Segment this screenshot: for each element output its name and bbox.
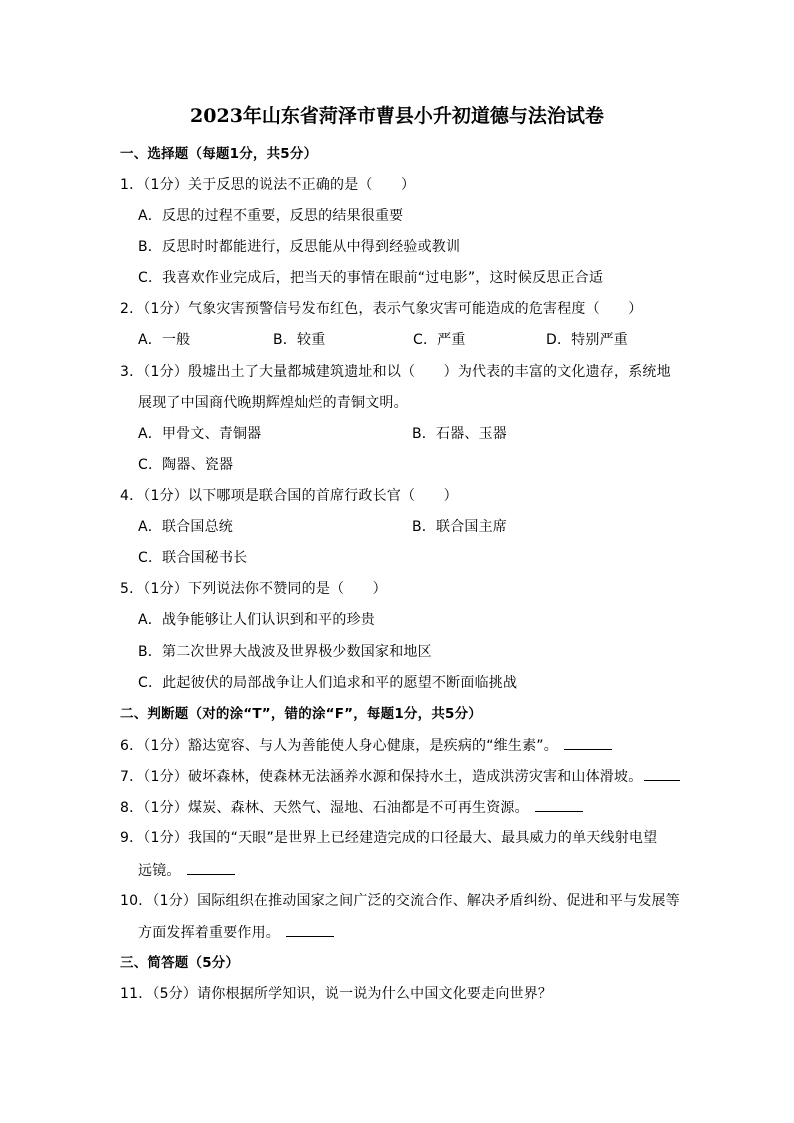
question-11: 11．（5分）请你根据所学知识，说一说为什么中国文化要走向世界？: [120, 986, 553, 1002]
section-heading-choice: 一、选择题（每题1分，共5分）: [120, 146, 318, 162]
question-2-option-c: C．严重: [413, 332, 466, 348]
question-4-stem: 4．（1分）以下哪项是联合国的首席行政长官（ ）: [120, 488, 458, 504]
answer-blank[interactable]: [187, 860, 235, 875]
question-9-line1: 9．（1分）我国的“天眼”是世界上已经建造完成的口径最大、最具威力的单天线射电望: [120, 830, 658, 846]
section-heading-true-false: 二、判断题（对的涂“T”，错的涂“F”，每题1分，共5分）: [120, 706, 483, 722]
question-6: [120, 735, 612, 756]
question-5-option-b: B．第二次世界大战波及世界极少数国家和地区: [138, 644, 432, 660]
question-9-line2: [138, 860, 235, 881]
answer-blank[interactable]: [286, 922, 334, 937]
question-10-line1: 10．（1分）国际组织在推动国家之间广泛的交流合作、解决矛盾纠纷、促进和平与发展等: [120, 893, 680, 909]
question-1-stem: 1．（1分）关于反思的说法不正确的是（ ）: [120, 177, 416, 193]
question-3-stem-line1: 3．（1分）殷墟出土了大量都城建筑遗址和以（ ）为代表的丰富的文化遗存，系统地: [120, 364, 671, 380]
question-4-option-c: C．联合国秘书长: [138, 550, 248, 566]
document-title: 2023年山东省菏泽市曹县小升初道德与法治试卷: [190, 105, 604, 127]
question-2-stem: 2．（1分）气象灾害预警信号发布红色，表示气象灾害可能造成的危害程度（ ）: [120, 301, 643, 317]
question-3-option-a: A．甲骨文、青铜器: [138, 426, 262, 442]
question-6-text: 6．（1分）豁达宽容、与人为善能使人身心健康，是疾病的“维生素”。: [120, 738, 558, 754]
answer-blank[interactable]: [644, 766, 680, 781]
question-5-stem: 5．（1分）下列说法你不赞同的是（ ）: [120, 581, 387, 597]
section-heading-short-answer: 三、简答题（5分）: [120, 955, 240, 971]
question-2-option-a: A．一般: [138, 332, 191, 348]
question-7: [120, 766, 680, 787]
question-3-option-c: C．陶器、瓷器: [138, 457, 234, 473]
question-10-line2: [138, 922, 334, 943]
question-2-option-b: B．较重: [273, 332, 326, 348]
question-4-option-b: B．联合国主席: [412, 519, 508, 535]
question-10-line2-text: 方面发挥着重要作用。: [138, 925, 280, 941]
answer-blank[interactable]: [564, 735, 612, 750]
question-1-option-c: C．我喜欢作业完成后，把当天的事情在眼前“过电影”，这时候反思正合适: [138, 270, 604, 286]
question-3-option-b: B．石器、玉器: [412, 426, 508, 442]
question-2-option-d: D．特别严重: [546, 332, 628, 348]
question-7-text: 7．（1分）破坏森林，使森林无法涵养水源和保持水土，造成洪涝灾害和山体滑坡。: [120, 769, 643, 785]
question-5-option-a: A．战争能够让人们认识到和平的珍贵: [138, 612, 375, 628]
question-8-text: 8．（1分）煤炭、森林、天然气、湿地、石油都是不可再生资源。: [120, 800, 529, 816]
question-5-option-c: C．此起彼伏的局部战争让人们追求和平的愿望不断面临挑战: [138, 675, 518, 691]
question-9-line2-text: 远镜。: [138, 863, 181, 879]
question-4-option-a: A．联合国总统: [138, 519, 233, 535]
question-1-option-a: A．反思的过程不重要，反思的结果很重要: [138, 208, 404, 224]
question-1-option-b: B．反思时时都能进行，反思能从中得到经验或教训: [138, 239, 461, 255]
question-8: [120, 797, 583, 818]
answer-blank[interactable]: [535, 797, 583, 812]
question-3-stem-line2: 展现了中国商代晚期辉煌灿烂的青铜文明。: [138, 395, 408, 411]
